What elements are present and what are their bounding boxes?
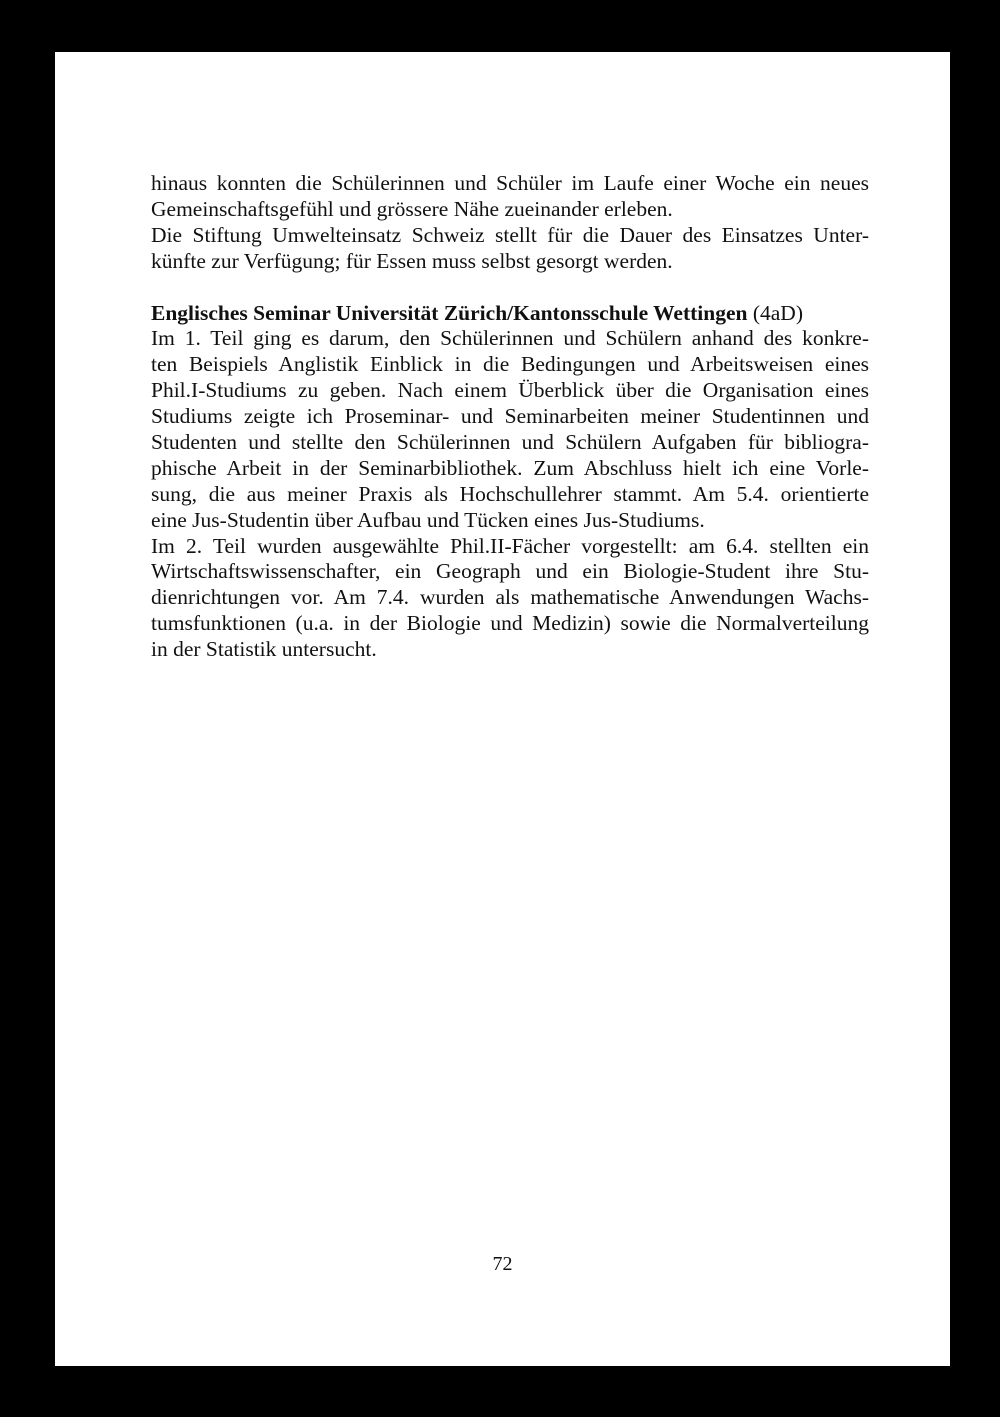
- document-page: [55, 52, 950, 1366]
- text-line: tumsfunktionen (u.a. in der Biologie und Medizin) sowie die Normalverteilung: [151, 611, 869, 636]
- paragraph-continuation: [151, 171, 869, 223]
- text-line: ten Beispiels Anglistik Einblick in die Bedingungen und Arbeitsweisen eines: [151, 352, 869, 377]
- text-line: Im 2. Teil wurden ausgewählte Phil.II-Fächer vorgestellt: am 6.4. stellten ein: [151, 533, 869, 558]
- text-line: Die Stiftung Umwelteinsatz Schweiz stellt für die Dauer des Einsatzes Unter-: [151, 222, 869, 247]
- section-heading: [151, 301, 869, 327]
- page-number: 72: [492, 1253, 513, 1275]
- text-line: dienrichtungen vor. Am 7.4. wurden als mathematische Anwendungen Wachs-: [151, 585, 869, 610]
- text-line: phische Arbeit in der Seminarbibliothek. Zum Abschluss hielt ich eine Vorle-: [151, 455, 869, 480]
- section-heading-class: (4aD): [747, 300, 803, 325]
- paragraph-part-one: [151, 326, 869, 533]
- text-line: Studenten und stellte den Schülerinnen und Schülern Aufgaben für bibliogra-: [151, 430, 869, 455]
- paragraph-gap: [151, 275, 869, 301]
- paragraph-accommodation: [151, 223, 869, 275]
- text-line: Studiums zeigte ich Proseminar- und Seminarbeiten meiner Studentinnen und: [151, 404, 869, 429]
- text-line: künfte zur Verfügung; für Essen muss selbst gesorgt werden.: [151, 248, 673, 273]
- section-heading-title: Englisches Seminar Universität Zürich/Kantonsschule Wettingen: [151, 300, 748, 325]
- text-line: sung, die aus meiner Praxis als Hochschullehrer stammt. Am 5.4. orientierte: [151, 481, 869, 506]
- text-line: Wirtschaftswissenschafter, ein Geograph und ein Biologie-Student ihre Stu-: [151, 559, 869, 584]
- text-line: Phil.I-Studiums zu geben. Nach einem Überblick über die Organisation eines: [151, 378, 869, 403]
- text-line: in der Statistik untersucht.: [151, 637, 377, 662]
- paragraph-part-two: [151, 534, 869, 663]
- text-line: hinaus konnten die Schülerinnen und Schüler im Laufe einer Woche ein neues: [151, 171, 869, 195]
- text-line: Im 1. Teil ging es darum, den Schülerinnen und Schülern anhand des konkre-: [151, 326, 869, 351]
- text-line: eine Jus-Studentin über Aufbau und Tücken eines Jus-Studiums.: [151, 507, 705, 532]
- text-line: Gemeinschaftsgefühl und grössere Nähe zueinander erleben.: [151, 196, 673, 221]
- page-body: [151, 171, 869, 663]
